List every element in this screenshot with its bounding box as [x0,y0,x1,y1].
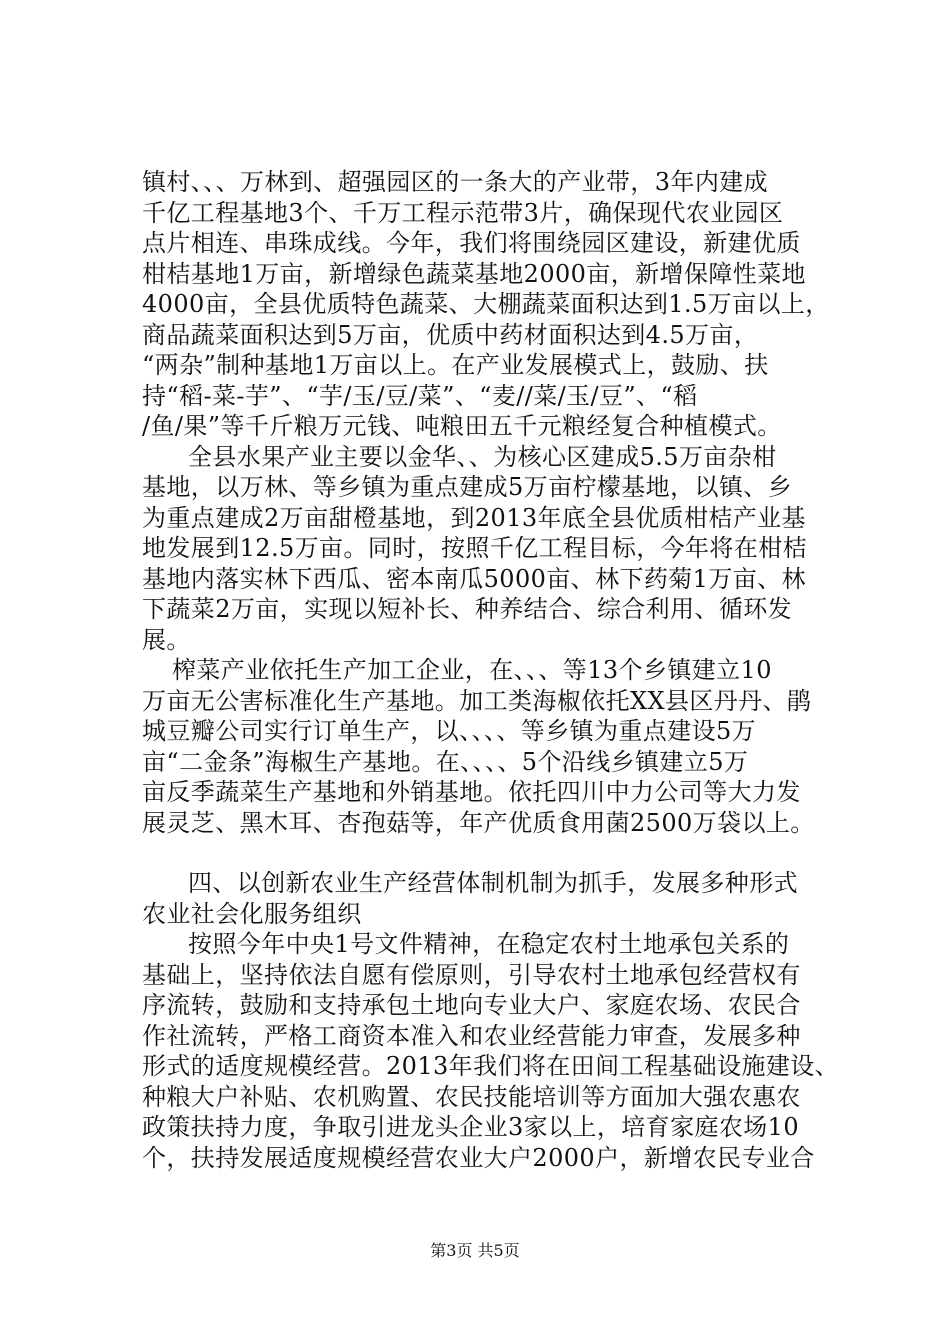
section-heading: 四、以创新农业生产经营体制机制为抓手，发展多种形式 [188,869,798,897]
paragraph-first-line: 榨菜产业依托生产加工企业，在、、、等13个乡镇建立10 [172,656,772,684]
text-line: 千亿工程基地3个、千万工程示范带3片，确保现代农业园区 [142,198,784,227]
text-line: 形式的适度规模经营。2013年我们将在田间工程基础设施建设、 [142,1052,840,1080]
text-line: 点片相连、串珠成线。今年，我们将围绕园区建设，新建优质 [142,229,801,257]
text-line: 展灵芝、黑木耳、杏孢菇等，年产优质食用菌2500万袋以上。 [142,808,815,837]
text-line: 镇村、、、万林到、超强园区的一条大的产业带，3年内建成 [142,168,769,196]
text-line: 下蔬菜2万亩，实现以短补长、种养结合、综合利用、循环发 [142,595,793,623]
text-line: 亩“二金条”海椒生产基地。在、、、、5个沿线乡镇建立5万 [142,747,749,776]
text-line: 商品蔬菜面积达到5万亩，优质中药材面积达到4.5万亩， [142,320,759,349]
text-line: 基地内落实林下西瓜、密本南瓜5000亩、林下药菊1万亩、林 [142,564,806,593]
text-line: 城豆瓣公司实行订单生产，以、、、、等乡镇为重点建设5万 [142,717,757,745]
text-line: 万亩无公害标准化生产基地。加工类海椒依托XX县区丹丹、鹃 [142,686,812,715]
text-line: “两杂”制种基地1万亩以上。在产业发展模式上，鼓励、扶 [142,351,769,379]
text-line: 作社流转，严格工商资本准入和农业经营能力审查，发展多种 [142,1021,801,1050]
paragraph-first-line: 按照今年中央1号文件精神，在稳定农村土地承包关系的 [188,930,790,958]
text-line: 个，扶持发展适度规模经营农业大户2000户，新增农民专业合 [142,1143,815,1172]
text-line: 种粮大户补贴、农机购置、农民技能培训等方面加大强农惠农 [142,1082,801,1111]
text-line: 地发展到12.5万亩。同时，按照千亿工程目标，今年将在柑桔 [142,534,808,562]
text-line: 柑桔基地1万亩，新增绿色蔬菜基地2000亩，新增保障性菜地 [142,259,806,288]
text-line: 基础上，坚持依法自愿有偿原则，引导农村土地承包经营权有 [142,960,801,989]
text-line: 政策扶持力度，争取引进龙头企业3家以上，培育家庭农场10 [142,1113,800,1141]
text-line: 基地，以万林、等乡镇为重点建成5万亩柠檬基地，以镇、乡 [142,473,793,501]
text-line: 序流转，鼓励和支持承包土地向专业大户、家庭农场、农民合 [142,991,801,1019]
document-body [142,167,840,1173]
text-line: 4000亩，全县优质特色蔬菜、大棚蔬菜面积达到1.5万亩以上， [142,290,830,318]
section-heading-continued: 农业社会化服务组织 [142,899,362,928]
paragraph-gap [142,838,832,868]
text-line: 为重点建成2万亩甜橙基地，到2013年底全县优质柑桔产业基 [142,503,806,532]
text-line: 持“稻-菜-芋”、“芋/玉/豆/菜”、“麦//菜/玉/豆”、“稻 [142,381,698,410]
text-line: 亩反季蔬菜生产基地和外销基地。依托四川中力公司等大力发 [142,778,801,806]
text-line: 展。 [142,625,191,654]
page-number-footer: 第3页 共5页 [430,1241,520,1260]
paragraph-first-line: 全县水果产业主要以金华、、为核心区建成5.5万亩杂柑 [188,442,777,471]
text-line: /鱼/果”等千斤粮万元钱、吨粮田五千元粮经复合种植模式。 [142,412,782,440]
